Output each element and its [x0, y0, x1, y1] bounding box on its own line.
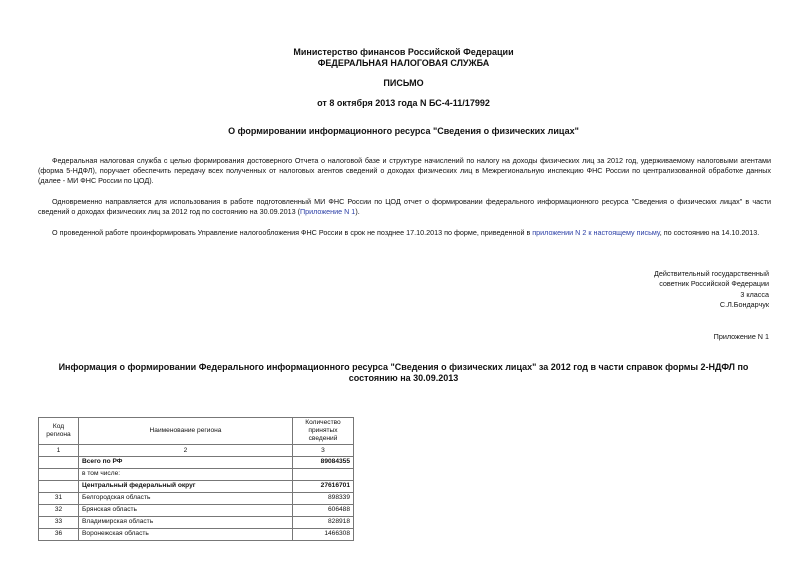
appendix-label: Приложение N 1	[713, 332, 769, 341]
region-code-cell	[39, 469, 79, 481]
count-cell: 606488	[293, 505, 354, 517]
signature-title-1: Действительный государственный	[654, 269, 769, 278]
region-code-cell: 33	[39, 517, 79, 529]
appendix-2-link[interactable]: приложении N 2 к настоящему письму	[532, 228, 660, 237]
paragraph-1: Федеральная налоговая служба с целью формирования достоверного Отчета о налоговой базе и структуре начислений по налогу на доходы физических лиц за 2012 год, удерживаемому налоговыми агентами (форма 5-НДФЛ), поручает обеспечить передачу всех полученных от налоговых агентов сведений о доходах физических лиц в Межрегиональную инспекцию ФНС России по централизованной обработке данных (далее - МИ ФНС России по ЦОД).	[38, 156, 771, 185]
table-row	[39, 493, 354, 505]
table-row	[39, 505, 354, 517]
numbering-cell: 3	[293, 445, 354, 457]
table-row	[39, 529, 354, 541]
table-row	[39, 517, 354, 529]
region-name-cell: Белгородская область	[79, 493, 293, 505]
table-numbering-row	[39, 445, 354, 457]
regions-table	[38, 417, 354, 541]
region-code-cell: 36	[39, 529, 79, 541]
region-name-cell: Воронежская область	[79, 529, 293, 541]
ministry-name: Министерство финансов Российской Федерации	[293, 47, 514, 57]
signature-title-2: советник Российской Федерации	[659, 279, 769, 289]
region-code-cell: 31	[39, 493, 79, 505]
service-name: ФЕДЕРАЛЬНАЯ НАЛОГОВАЯ СЛУЖБА	[317, 58, 490, 68]
count-cell	[293, 469, 354, 481]
table-row	[39, 481, 354, 493]
count-cell: 828918	[293, 517, 354, 529]
region-code-cell	[39, 481, 79, 493]
region-code-cell: 32	[39, 505, 79, 517]
count-cell: 898339	[293, 493, 354, 505]
table-row	[39, 469, 354, 481]
document-date-number: от 8 октября 2013 года N БС-4-11/17992	[317, 98, 490, 108]
count-cell: 27616701	[293, 481, 354, 493]
table-row	[39, 457, 354, 469]
document-subject: О формировании информационного ресурса "Сведения о физических лицах"	[228, 126, 579, 136]
header-region-name: Наименование региона	[79, 418, 293, 445]
count-cell: 89084355	[293, 457, 354, 469]
signature-title-3: 3 класса	[740, 289, 769, 299]
region-code-cell	[39, 457, 79, 469]
region-name-cell: Центральный федеральный округ	[79, 481, 293, 493]
paragraph-3-text: О проведенной работе проинформировать Управление налогообложения ФНС России в срок не позднее 17.10.2013 по форме, приведенной в	[52, 228, 533, 237]
region-name-cell: Всего по РФ	[79, 457, 293, 469]
paragraph-3	[38, 228, 771, 238]
paragraph-2	[38, 197, 771, 217]
paragraph-3-end: , по состоянию на 14.10.2013.	[659, 228, 760, 237]
region-name-cell: Брянская область	[79, 505, 293, 517]
appendix-1-link[interactable]: Приложение N 1	[299, 207, 356, 216]
header-count: Количество принятых сведений	[293, 418, 354, 445]
region-name-cell: в том числе:	[79, 469, 293, 481]
signature-block	[569, 269, 769, 311]
paragraph-2-end: ).	[355, 207, 360, 216]
region-name-cell: Владимирская область	[79, 517, 293, 529]
count-cell: 1466308	[293, 529, 354, 541]
paragraph-2-text: Одновременно направляется для использования в работе подготовленный МИ ФНС России по ЦОД отчет о формировании федерального информационного ресурса "Сведения о физических лицах" в части сведений о доходах физических лиц за 2012 год по состоянию на 30.09.2013 (	[38, 197, 771, 216]
header-region-code: Код региона	[39, 418, 79, 445]
signature-name: С.Л.Бондарчук	[719, 300, 769, 310]
appendix-title: Информация о формировании Федерального информационного ресурса "Сведения о физических лицах" за 2012 год в части справок формы 2-НДФЛ по состоянию на 30.09.2013	[58, 362, 749, 383]
numbering-cell: 1	[39, 445, 79, 457]
table-header-row	[39, 418, 354, 445]
document-type: ПИСЬМО	[383, 78, 424, 88]
numbering-cell: 2	[79, 445, 293, 457]
